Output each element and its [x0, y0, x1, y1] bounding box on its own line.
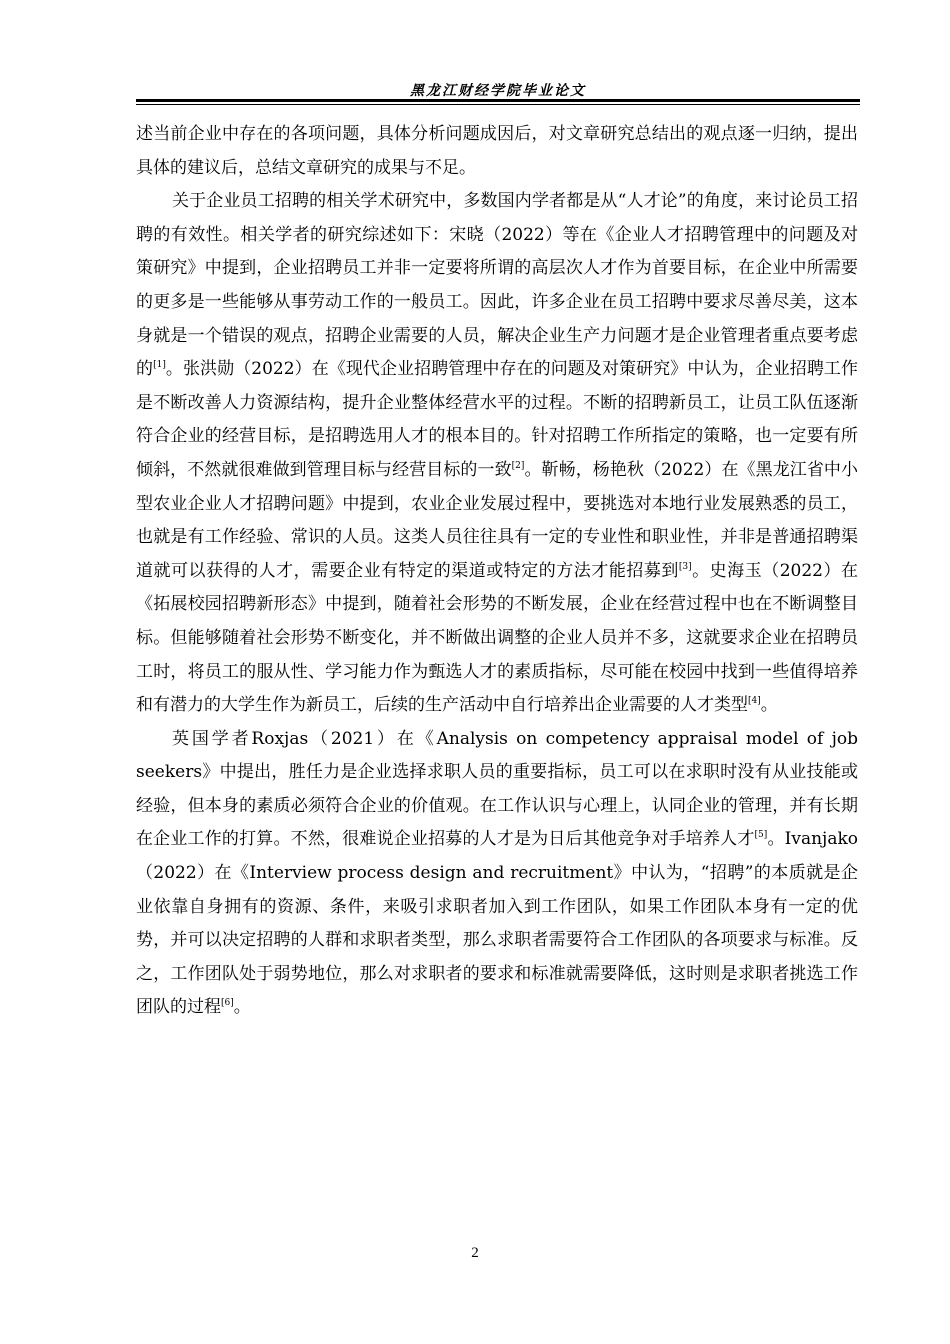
paragraph-2-part-2: 。张洪勋（2022）在《现代企业招聘管理中存在的问题及对策研究》中认为，企业招聘工作是不断改善人力资源结构，提升企业整体经营水平的过程。不断的招聘新员工，让员工队伍逐渐符合企业的经营目标，是招聘选用人才的根本目的。针对招聘工作所指定的策略，也一定要有所倾斜，不然就很难做到管理目标与经营目标的一致 — [136, 359, 858, 480]
paragraph-2-part-1: 关于企业员工招聘的相关学术研究中，多数国内学者都是从“人才论”的角度，来讨论员工招聘的有效性。相关学者的研究综述如下：宋晓（2022）等在《企业人才招聘管理中的问题及对策研究》中提到，企业招聘员工并非一定要将所谓的高层次人才作为首要目标，在企业中所需要的更多是一些能够从事劳动工作的一般员工。因此，许多企业在员工招聘中要求尽善尽美，这本身就是一个错误的观点，招聘企业需要的人员，解决企业生产力问题才是企业管理者重点要考虑的 — [136, 191, 858, 380]
paragraph-2 — [136, 185, 858, 723]
paragraph-3-part-2: 。Ivanjako（2022）在《Interview process design and recruitment》中认为，“招聘”的本质就是企业依靠自身拥有的资源、条件，来吸引求职者加入到工作团队，如果工作团队本身有一定的优势，并可以决定招聘的人群和求职者类型，那么求职者需要符合工作团队的各项要求与标准。反之，工作团队处于弱势地位，那么对求职者的要求和标准就需要降低，这时则是求职者挑选工作团队的过程 — [136, 829, 858, 1018]
paragraph-3-part-3: 。 — [233, 997, 251, 1018]
paragraph-3 — [136, 723, 858, 1025]
page-header-title: 黑龙江财经学院毕业论文 — [410, 83, 586, 99]
paragraph-2-part-5: 。 — [760, 695, 778, 716]
citation-ref-5: [5] — [754, 830, 768, 841]
body-text — [136, 118, 858, 1025]
citation-ref-2: [2] — [511, 460, 525, 471]
paragraph-2-part-3: 。靳畅，杨艳秋（2022）在《黑龙江省中小型农业企业人才招聘问题》中提到，农业企业发展过程中，要挑选对本地行业发展熟悉的员工，也就是有工作经验、常识的人员。这类人员往往具有一定的专业性和职业性，并非是普通招聘渠道就可以获得的人才，需要企业有特定的渠道或特定的方法才能招募到 — [136, 459, 858, 581]
page-number: 2 — [471, 1245, 479, 1261]
citation-ref-3: [3] — [678, 561, 692, 572]
paragraph-1: 述当前企业中存在的各项问题，具体分析问题成因后，对文章研究总结出的观点逐一归纳，提出具体的建议后，总结文章研究的成果与不足。 — [136, 124, 858, 178]
paragraph-3-part-1: 英国学者Roxjas（2021）在《Analysis on competency appraisal model of job seekers》中提出，胜任力是企业选择求职人员的重要指标，员工可以在求职时没有从业技能或经验，但本身的素质必须符合企业的价值观。在工作认识与心理上，认同企业的管理，并有长期在企业工作的打算。不然，很难说企业招募的人才是为日后其他竞争对手培养人才 — [136, 728, 858, 850]
citation-ref-1: [1] — [153, 360, 166, 371]
citation-ref-6: [6] — [221, 998, 234, 1009]
paragraph-2-part-4: 。史海玉（2022）在《拓展校园招聘新形态》中提到，随着社会形势的不断发展，企业在经营过程中也在不断调整目标。但能够随着社会形势不断变化，并不断做出调整的企业人员并不多，这就要求企业在招聘员工时，将员工的服从性、学习能力作为甄选人才的素质指标，尽可能在校园中找到一些值得培养和有潜力的大学生作为新员工，后续的生产活动中自行培养出企业需要的人才类型 — [136, 560, 859, 716]
header-rule-thin — [136, 104, 860, 105]
citation-ref-4: [4] — [748, 696, 761, 707]
header-rule-thick — [136, 99, 860, 102]
